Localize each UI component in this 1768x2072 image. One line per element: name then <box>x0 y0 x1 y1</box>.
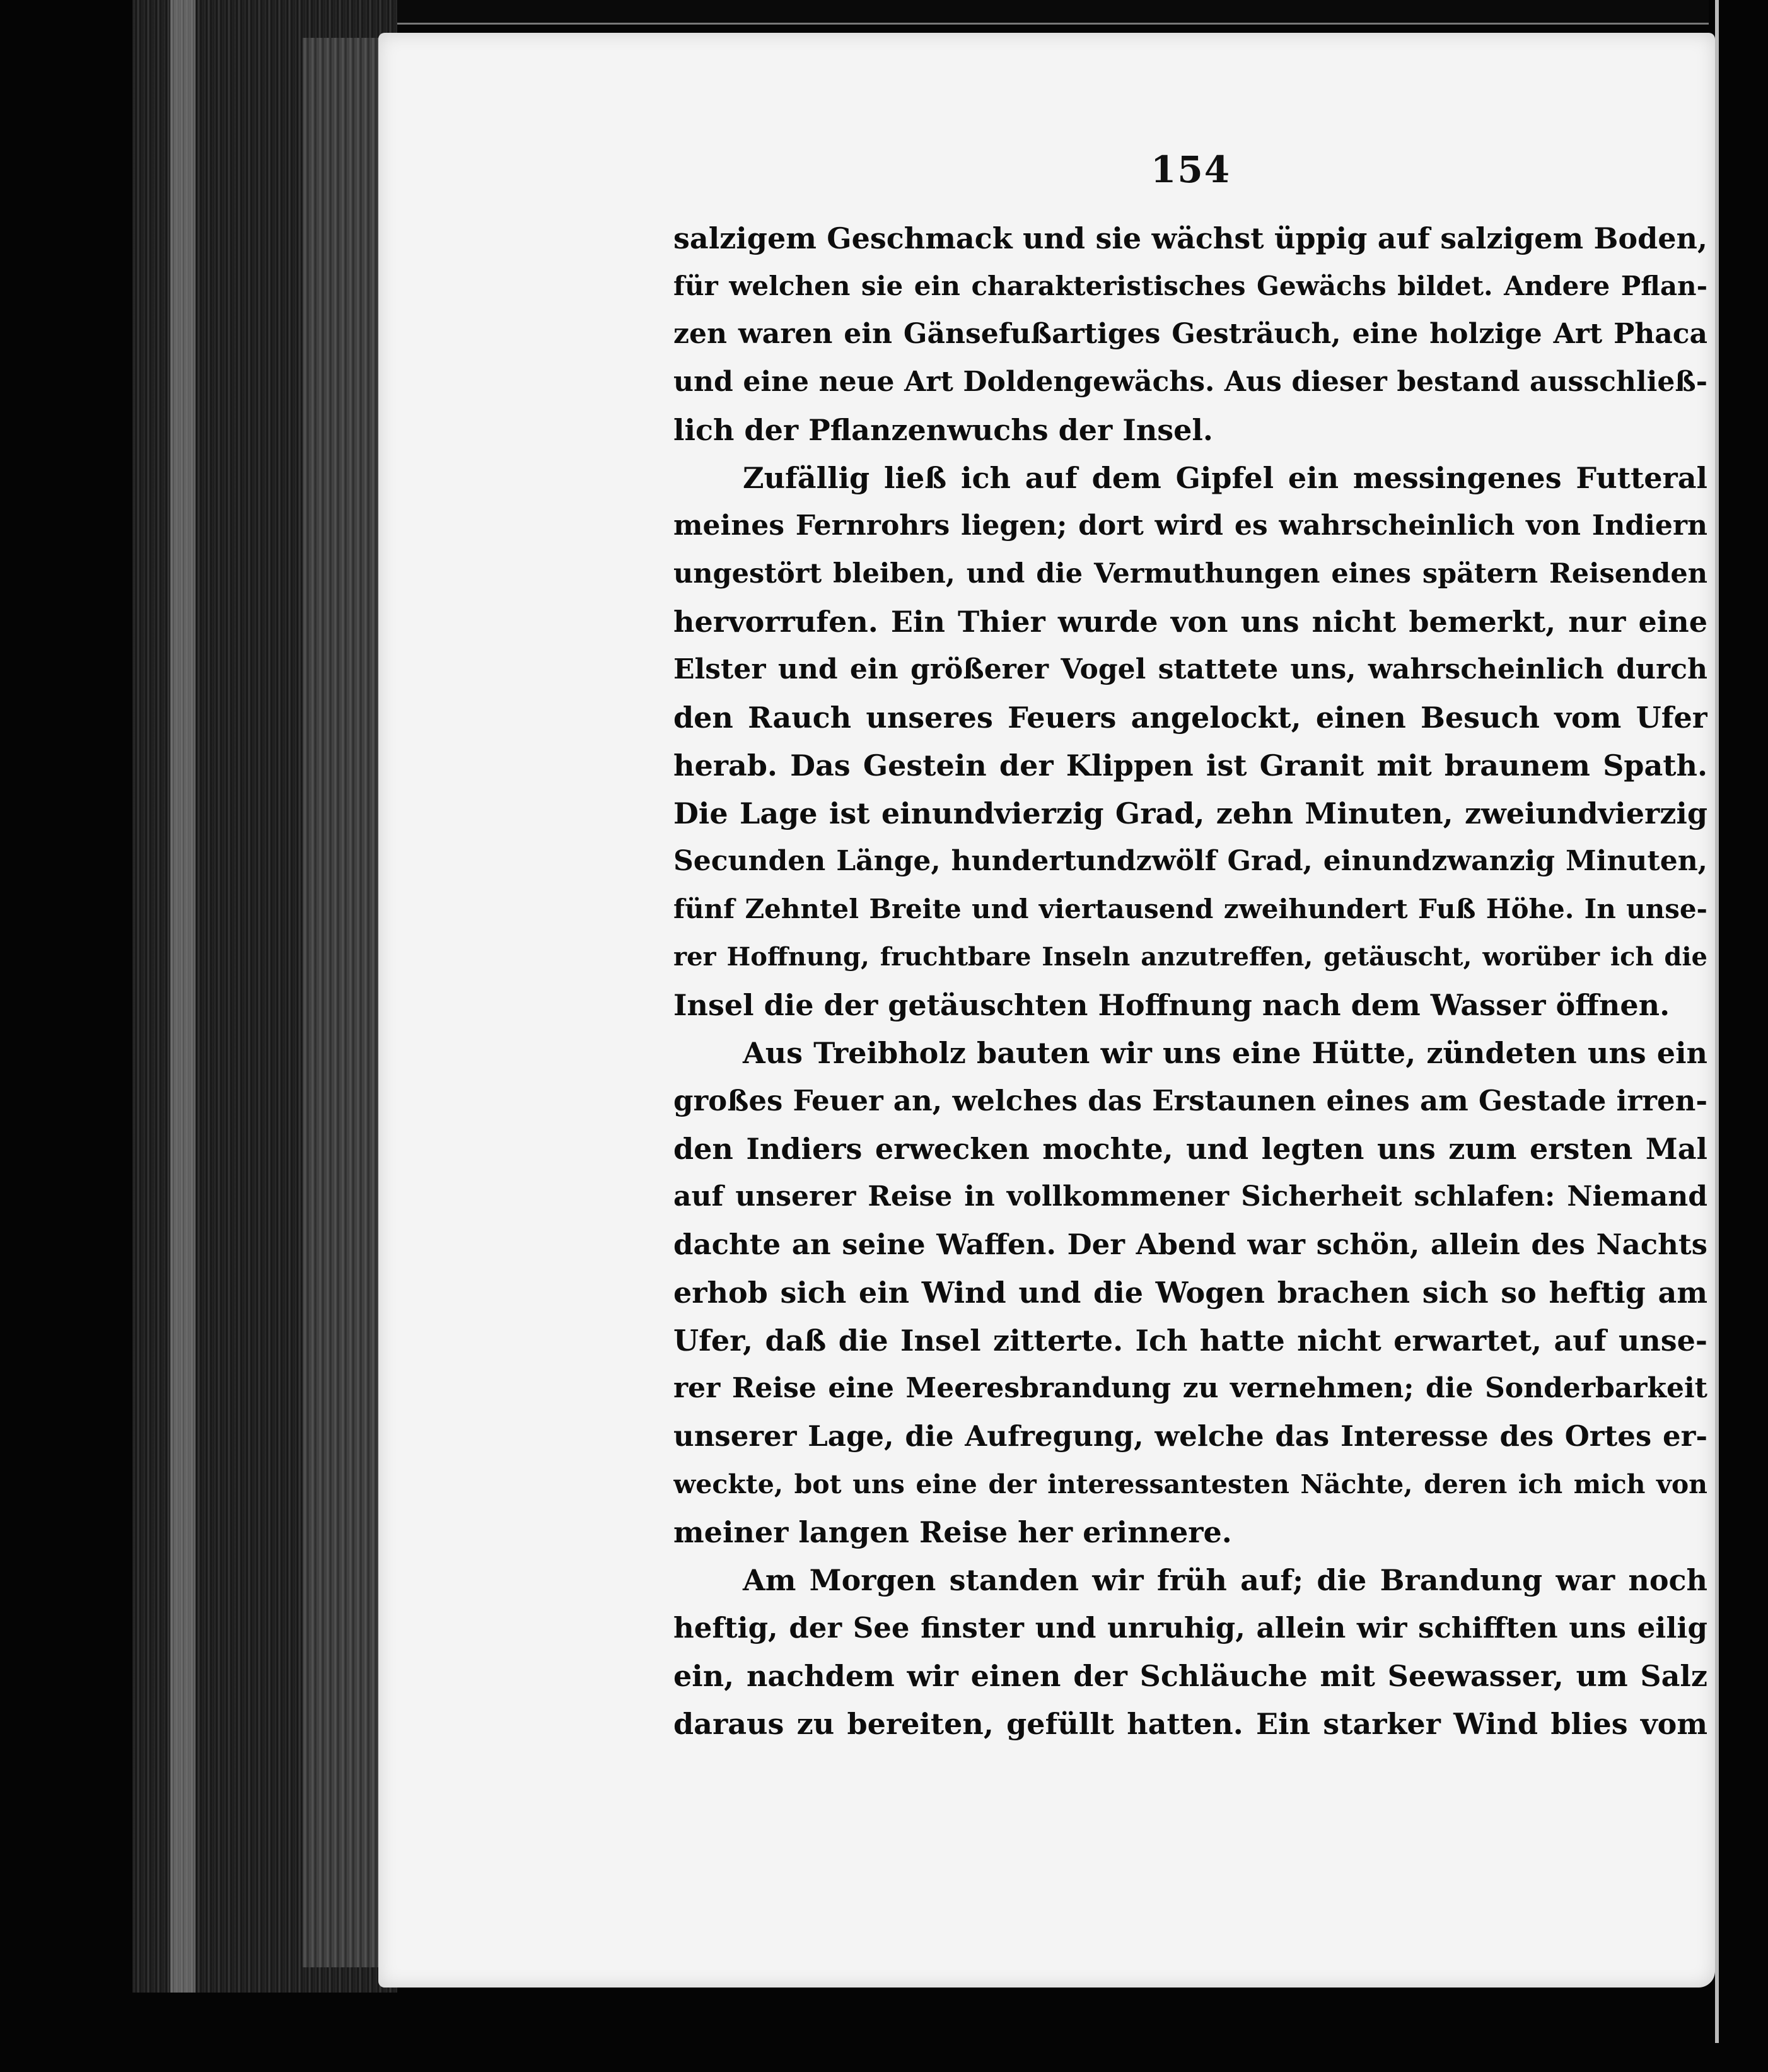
text-line: den Rauch unseres Feuers angelockt, einen Besuch vom Ufer <box>673 701 1707 735</box>
text-line: meines Fernrohrs liegen; dort wird es wahrscheinlich von Indiern <box>673 509 1707 542</box>
text-line: herab. Das Gestein der Klippen ist Granit mit braunem Spath. <box>673 748 1707 783</box>
text-line: rer Reise eine Meeresbrandung zu vernehmen; die Sonderbarkeit <box>673 1372 1707 1404</box>
text-line: salzigem Geschmack und sie wächst üppig auf salzigem Boden, <box>673 221 1707 255</box>
text-line: erhob sich ein Wind und die Wogen brachen sich so heftig am <box>673 1276 1707 1310</box>
book-page-edges <box>132 0 397 1993</box>
text-line: ungestört bleiben, und die Vermuthungen eines spätern Reisenden <box>673 558 1707 590</box>
text-line: weckte, bot uns eine der interessantesten Nächte, deren ich mich von <box>673 1469 1707 1499</box>
text-line: Secunden Länge, hundertundzwölf Grad, einundzwanzig Minuten, <box>673 845 1707 877</box>
text-line: unserer Lage, die Aufregung, welche das Interesse des Ortes er- <box>673 1419 1707 1453</box>
body-text <box>673 214 1707 1748</box>
text-line: zen waren ein Gänsefußartiges Gesträuch, eine holzige Art Phaca <box>673 318 1707 350</box>
text-line: Aus Treibholz bauten wir uns eine Hütte, zündeten uns ein <box>743 1036 1707 1070</box>
text-line: meiner langen Reise her erinnere. <box>673 1515 1232 1549</box>
text-line: und eine neue Art Doldengewächs. Aus dieser bestand ausschließ- <box>673 366 1707 398</box>
text-line: rer Hoffnung, fruchtbare Inseln anzutreffen, getäuscht, worüber ich die <box>673 942 1707 972</box>
text-line: fünf Zehntel Breite und viertausend zweihundert Fuß Höhe. In unse- <box>673 893 1707 924</box>
text-line: auf unserer Reise in vollkommener Sicherheit schlafen: Niemand <box>673 1180 1707 1213</box>
text-line: lich der Pflanzenwuchs der Insel. <box>673 413 1213 447</box>
text-line: dachte an seine Waffen. Der Abend war schön, allein des Nachts <box>673 1228 1707 1261</box>
text-line: hervorrufen. Ein Thier wurde von uns nicht bemerkt, nur eine <box>673 605 1707 639</box>
text-line: Elster und ein größerer Vogel stattete uns, wahrscheinlich durch <box>673 653 1707 685</box>
text-line: Zufällig ließ ich auf dem Gipfel ein messingenes Futteral <box>743 461 1707 495</box>
text-line: für welchen sie ein charakteristisches Gewächs bildet. Andere Pflan- <box>673 271 1707 301</box>
page-edge-highlight <box>170 0 195 1993</box>
text-line: Ufer, daß die Insel zitterte. Ich hatte nicht erwartet, auf unse- <box>673 1324 1707 1358</box>
text-line: Am Morgen standen wir früh auf; die Brandung war noch <box>743 1563 1707 1597</box>
text-line: den Indiers erwecken mochte, und legten uns zum ersten Mal <box>673 1132 1707 1166</box>
text-line: großes Feuer an, welches das Erstaunen eines am Gestade irren- <box>673 1084 1707 1117</box>
book-right-edge <box>1715 0 1719 2043</box>
text-line: Die Lage ist einundvierzig Grad, zehn Minuten, zweiundvierzig <box>673 796 1707 830</box>
text-line: ein, nachdem wir einen der Schläuche mit Seewasser, um Salz <box>673 1659 1707 1693</box>
page-number: 154 <box>1151 148 1231 191</box>
text-line: heftig, der See finster und unruhig, allein wir schifften uns eilig <box>673 1611 1707 1644</box>
text-line: Insel die der getäuschten Hoffnung nach dem Wasser öffnen. <box>673 988 1670 1022</box>
text-line: daraus zu bereiten, gefüllt hatten. Ein starker Wind blies vom <box>673 1707 1707 1741</box>
